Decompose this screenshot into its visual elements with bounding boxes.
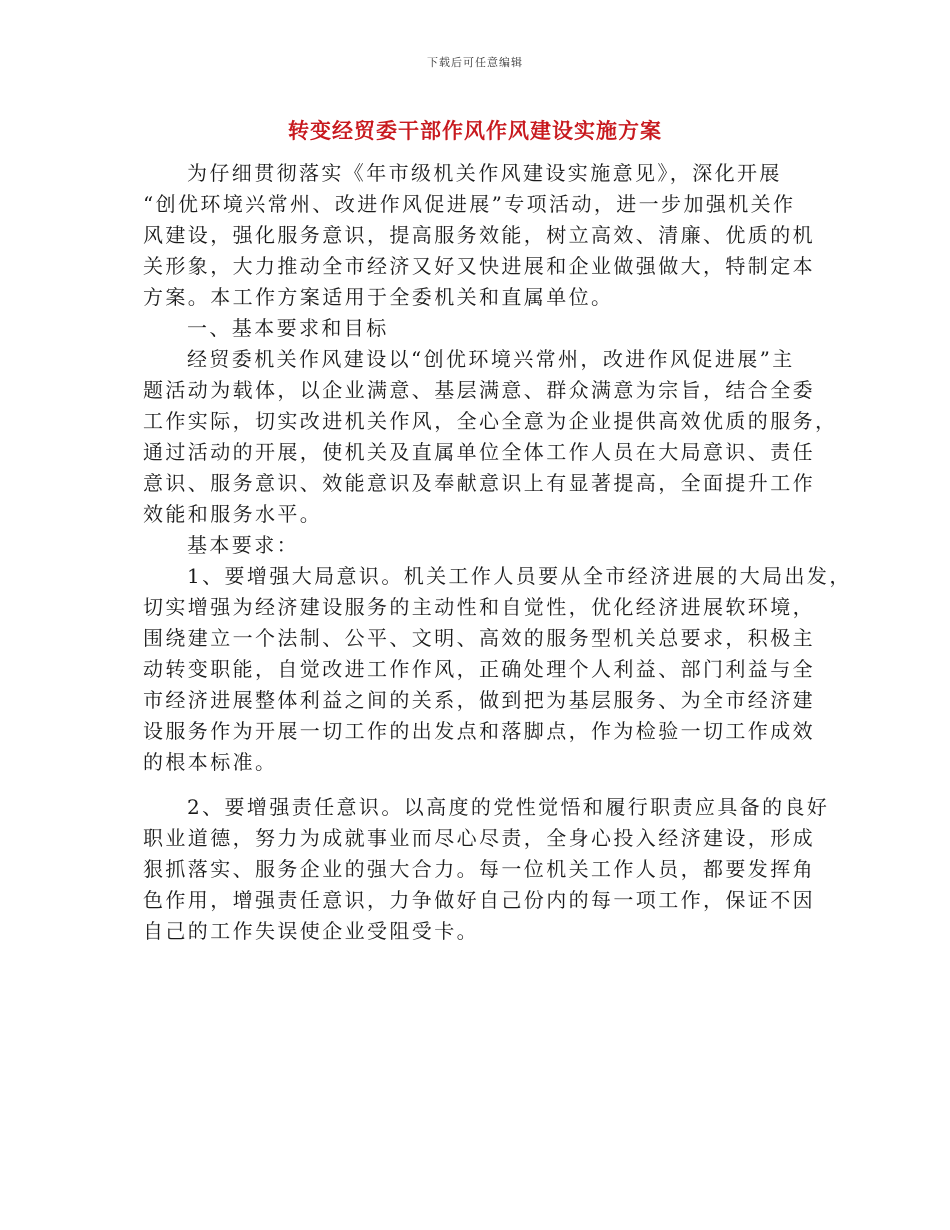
paragraph-line: 1、要增强大局意识。机关工作人员要从全市经济进展的大局出发，	[187, 564, 852, 588]
paragraph-line: 狠抓落实、服务企业的强大合力。每一位机关工作人员，都要发挥角	[143, 857, 815, 881]
paragraph-line: 自己的工作失误使企业受阻受卡。	[143, 919, 479, 943]
paragraph-line: 市经济进展整体利益之间的关系，做到把为基层服务、为全市经济建	[143, 688, 815, 712]
paragraph-line: 经贸委机关作风建设以“创优环境兴常州，改进作风促进展”主	[187, 347, 795, 371]
paragraph-line: 题活动为载体，以企业满意、基层满意、群众满意为宗旨，结合全委	[143, 378, 815, 402]
paragraph-gap	[143, 778, 823, 792]
paragraph-line: 为仔细贯彻落实《年市级机关作风建设实施意见》，深化开展	[187, 161, 782, 185]
section-heading: 一、基本要求和目标	[187, 316, 389, 340]
paragraph-line: 色作用，增强责任意识，力争做好自己份内的每一项工作，保证不因	[143, 888, 815, 912]
paragraph-line: 2、要增强责任意识。以高度的党性觉悟和履行职责应具备的良好	[187, 795, 830, 819]
paragraph-line: 设服务作为开展一切工作的出发点和落脚点，作为检验一切工作成效	[143, 719, 815, 743]
paragraph-line: 的根本标准。	[143, 750, 278, 774]
paragraph-line: 围绕建立一个法制、公平、文明、高效的服务型机关总要求，积极主	[143, 626, 815, 650]
paragraph-line: 工作实际，切实改进机关作风，全心全意为企业提供高效优质的服务，	[143, 409, 838, 433]
paragraph-line: 切实增强为经济建设服务的主动性和自觉性，优化经济进展软环境，	[143, 595, 815, 619]
paragraph-line: 风建设，强化服务意识，提高服务效能，树立高效、清廉、优质的机	[143, 223, 815, 247]
paragraph-line: 效能和服务水平。	[143, 502, 323, 526]
paragraph-line: 通过活动的开展，使机关及直属单位全体工作人员在大局意识、责任	[143, 440, 815, 464]
paragraph-line: 职业道德，努力为成就事业而尽心尽责，全身心投入经济建设，形成	[143, 826, 815, 850]
paragraph-line: “创优环境兴常州、改进作风促进展”专项活动，进一步加强机关作	[143, 192, 796, 216]
document-title: 转变经贸委干部作风作风建设实施方案	[288, 118, 662, 143]
subheading: 基本要求：	[187, 533, 299, 557]
document-body	[143, 158, 852, 947]
paragraph-line: 方案。本工作方案适用于全委机关和直属单位。	[143, 285, 614, 309]
header-note: 下载后可任意编辑	[427, 56, 523, 69]
paragraph-line: 关形象，大力推动全市经济又好又快进展和企业做强做大，特制定本	[143, 254, 815, 278]
paragraph-line: 动转变职能，自觉改进工作作风，正确处理个人利益、部门利益与全	[143, 657, 815, 681]
paragraph-line: 意识、服务意识、效能意识及奉献意识上有显著提高，全面提升工作	[143, 471, 815, 495]
